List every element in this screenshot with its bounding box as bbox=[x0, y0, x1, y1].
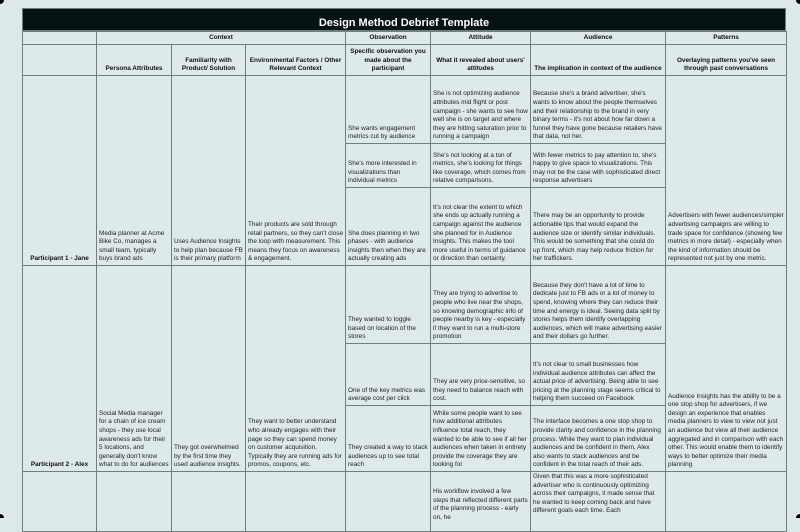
group-header-patterns: Patterns bbox=[666, 32, 787, 45]
debrief-sheet bbox=[22, 8, 786, 532]
attitude-cell: They are trying to advertise to people who live near the shops, so knowing demographic info of people nearby is key - especially if they want to run a multi-store promotion bbox=[431, 266, 531, 344]
column-header-row bbox=[23, 45, 787, 76]
persona-cell: Social Media manager for a chain of ice cream shops - they use local awareness ads for their 5 locations, and generally don't know what to do for audiences bbox=[97, 266, 172, 472]
column-header-audience: The implication in context of the audience bbox=[531, 45, 666, 76]
audience-cell: With fewer metrics to pay attention to, she's happy to give space to visualizations. This may not be the case with sophisticated direct response advertisers bbox=[531, 144, 666, 188]
audience-cell: It's not clear to small businesses how individual audience attributes can affect the actual price of advertising. Being able to see pricing at the planning stage seems critical to helping them succeed on Facebook bbox=[531, 344, 666, 406]
group-header-context: Context bbox=[97, 32, 346, 45]
observation-cell: They wanted to toggle based on location of the stores bbox=[346, 266, 431, 344]
table-row bbox=[23, 76, 787, 144]
persona-cell: Media planner at Acme Bike Co, manages a small team, typically buys brand ads bbox=[97, 76, 172, 266]
attitude-cell: She's not looking at a ton of metrics, she's looking for things like coverage, which comes from relative comparisons. bbox=[431, 144, 531, 188]
environment-cell bbox=[246, 472, 346, 532]
attitude-cell: It's not clear the extent to which she ends up actually running a campaign against the audience she planned for in Audience Insights. This makes the tool more useful in terms of guidance or direction than certainty. bbox=[431, 188, 531, 266]
patterns-cell bbox=[666, 472, 787, 532]
group-header-blank bbox=[23, 32, 97, 45]
observation-cell: She does planning in two phases - with audience insights then when they are actually creating ads bbox=[346, 188, 431, 266]
table-row bbox=[23, 266, 787, 344]
familiarity-cell: Uses Audience Insights to help plan because FB is their primary platform bbox=[172, 76, 246, 266]
corner-mark bbox=[0, 514, 4, 518]
audience-cell: Because she's a brand advertiser, she's wants to know about the people themselves and their relationship to the brand in very binary terms - it's not about how far down a funnel they have gone because retailers have that data, not her. bbox=[531, 76, 666, 144]
column-header-patterns: Overlaying patterns you've seen through past conversations bbox=[666, 45, 787, 76]
corner-mark bbox=[0, 0, 4, 4]
audience-cell: There may be an opportunity to provide actionable tips that would expand the audience size or identify similar individuals. This would be something that she could do up front, which may help reduce friction for her traffickers. bbox=[531, 188, 666, 266]
familiarity-cell bbox=[172, 472, 246, 532]
attitude-cell: While some people want to see how additional attributes influence total reach, they wanted to be able to see if all her audiences when taken in entirety provide the coverage they are looking for bbox=[431, 406, 531, 472]
group-header-audience: Audience bbox=[531, 32, 666, 45]
column-header-attitude: What it revealed about users' attitudes bbox=[431, 45, 531, 76]
patterns-cell: Audience Insights has the ability to be a one stop shop for advertisers, if we design an experience that enables media planners to view to view not just an audience but view all their audience aggregated and in comparison with each other. This would enable them to identify ways to better optimize their media planning bbox=[666, 266, 787, 472]
attitude-cell: They are very price-sensitive, so they need to balance reach with cost. bbox=[431, 344, 531, 406]
column-header-participant bbox=[23, 45, 97, 76]
observation-cell: They created a way to stack audiences up to see total reach bbox=[346, 406, 431, 472]
table-row bbox=[23, 472, 787, 532]
observation-cell: One of the key metrics was average cost per click bbox=[346, 344, 431, 406]
observation-cell bbox=[346, 472, 431, 532]
column-header-environment: Environmental Factors / Other Relevant Context bbox=[246, 45, 346, 76]
corner-mark bbox=[796, 0, 800, 4]
audience-cell: The interface becomes a one stop shop to provide clarity and confidence in the planning process. While they want to plan individual audiences and be confident in them, Alex also wants to stack audiences and be confident in the total reach of their ads. bbox=[531, 406, 666, 472]
familiarity-cell: They got overwhelmed by the first time they used audience insights. bbox=[172, 266, 246, 472]
attitude-cell: His workflow involved a few steps that reflected different parts of the planning process - early on, he bbox=[431, 472, 531, 532]
column-header-persona: Persona Attributes bbox=[97, 45, 172, 76]
audience-cell: Given that this was a more sophisticated advertiser who is continuously optimizing across their campaigns, it made sense that he wanted to keep coming back and have different goals each time. Each bbox=[531, 472, 666, 532]
document-title: Design Method Debrief Template bbox=[22, 8, 786, 31]
audience-cell: Because they don't have a lot of time to dedicate just to FB ads or a lot of money to spend, knowing where they can reduce their time and energy is ideal. Seeing data split by stores helps them identify overlapping audiences, which will make advertising easier and their dollars go further. bbox=[531, 266, 666, 344]
participant-name: Participant 1 - Jane bbox=[23, 76, 97, 266]
attitude-cell: She is not optimizing audience attributes mid flight or post campaign - she wants to see how well she is on target and where they are hitting saturation prior to running a campaign bbox=[431, 76, 531, 144]
group-header-row bbox=[23, 32, 787, 45]
environment-cell: They want to better understand who already engages with their page so they can spend money on customer acquisition. Typically they are running ads for promos, coupons, etc. bbox=[246, 266, 346, 472]
persona-cell bbox=[97, 472, 172, 532]
debrief-table bbox=[22, 31, 787, 532]
column-header-familiarity: Familiarity with Product/ Solution bbox=[172, 45, 246, 76]
patterns-cell: Advertisers with fewer audiences/simpler advertising campaigns are willing to trade space for confidence (showing few metrics in more detail) - especially when the kind of information should be represented not just by one metric. bbox=[666, 76, 787, 266]
participant-name: Participant 2 - Alex bbox=[23, 266, 97, 472]
group-header-observation: Observation bbox=[346, 32, 431, 45]
observation-cell: She wants engagement metrics cut by audience bbox=[346, 76, 431, 144]
column-header-observation: Specific observation you made about the participant bbox=[346, 45, 431, 76]
corner-mark bbox=[796, 514, 800, 518]
group-header-attitude: Attitude bbox=[431, 32, 531, 45]
observation-cell: She's more interested in visualizations than individual metrics bbox=[346, 144, 431, 188]
environment-cell: Their products are sold through retail partners, so they can't close the loop with measurement. This means they focus on awareness & engagement. bbox=[246, 76, 346, 266]
participant-name bbox=[23, 472, 97, 532]
